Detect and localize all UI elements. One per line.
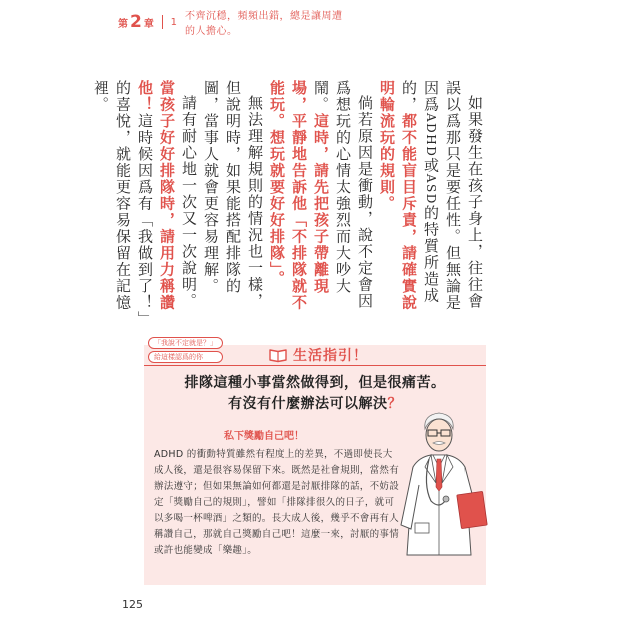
header-divider [162, 15, 163, 29]
body-text [92, 80, 486, 325]
question-line-2-text: 有沒有什麼辦法可以解決 [228, 396, 388, 412]
chapter-suffix: 章 [143, 18, 154, 30]
p1-text-a: 如果發生在孩子身上，往往會誤以爲那只是要任性。但無論是因爲 [422, 80, 484, 311]
question-line-1: 排隊這種小事當然做得到，但是很痛苦。 [184, 375, 446, 391]
paragraph-2 [266, 80, 376, 325]
p4-text-a: 請有耐心地一次又一次說明。 [180, 95, 198, 310]
life-guide-box [144, 339, 486, 585]
p1-highlight: 都不能盲目斥責，請確實說明輪流玩的規則。 [378, 80, 418, 311]
box-title-bar [144, 339, 486, 366]
chapter-label [118, 11, 154, 32]
doctor-illustration [389, 405, 489, 585]
paragraph-1 [376, 80, 486, 325]
p1-asd: ASD [424, 173, 438, 205]
box-title-text: 生活指引！ [293, 348, 368, 364]
question-mark: ？ [387, 396, 402, 412]
section-title: 不齊沉穩，頻頻出錯，總是讓周遭的人擔心。 [185, 11, 343, 37]
paragraph-3 [200, 80, 266, 325]
p2-text: 倘若原因是衝動，說不定會因爲想玩的心情太強烈而大吵大鬧。 [312, 80, 374, 310]
p1-text-b: 或 [422, 157, 440, 174]
page-number: 125 [122, 598, 143, 611]
book-icon [269, 348, 287, 362]
tag-for-you: 給這樣認爲的你 [148, 351, 223, 363]
section-number: 1 [170, 16, 177, 28]
answer-text: ADHD 的衝動特質雖然有程度上的差異，不過即使長大成人後，還是很容易保留下來。既然是社會規則，當然有辦法遵守；但如果無論如何都還是討厭排隊的話，不妨設定「獎勵自己的規則」，譬如「排隊排很久的日子，就可以多喝一杯啤酒」之類的。長大成人後，幾乎不會再有人稱讚自己，那就自己獎勵自己吧！這麼一來，討厭的事情或許也能變成「樂趣」。 [154, 449, 400, 556]
praise-heading: 私下獎勵自己吧！ [224, 431, 304, 442]
box-title [269, 345, 368, 365]
p4-highlight: 當孩子好好排隊時，請用力稱讚他！ [136, 80, 176, 311]
p4-text-b: 這時候因爲有「我做到了！」的喜悅，就能更容易保留在記憶裡。 [92, 80, 154, 320]
running-header [118, 11, 350, 37]
chapter-number: 2 [130, 11, 142, 32]
p2-highlight: 這時，請先把孩子帶離現場，平靜地告訴他「不排隊就不能玩。想玩就要好好排隊」。 [268, 80, 330, 311]
p1-adhd: ADHD [424, 113, 438, 158]
box-tags [148, 337, 223, 363]
chapter-prefix: 第 [118, 18, 128, 30]
tag-maybe-me: 「我說不定就是？」 [148, 337, 223, 349]
p1-text-c: 的特質所造成的， [400, 80, 440, 304]
paragraph-4 [90, 80, 200, 325]
p3-text: 無法理解規則的情況也一樣，但說明時，如果能搭配排隊的圖，當事人就會更容易理解。 [202, 80, 264, 310]
